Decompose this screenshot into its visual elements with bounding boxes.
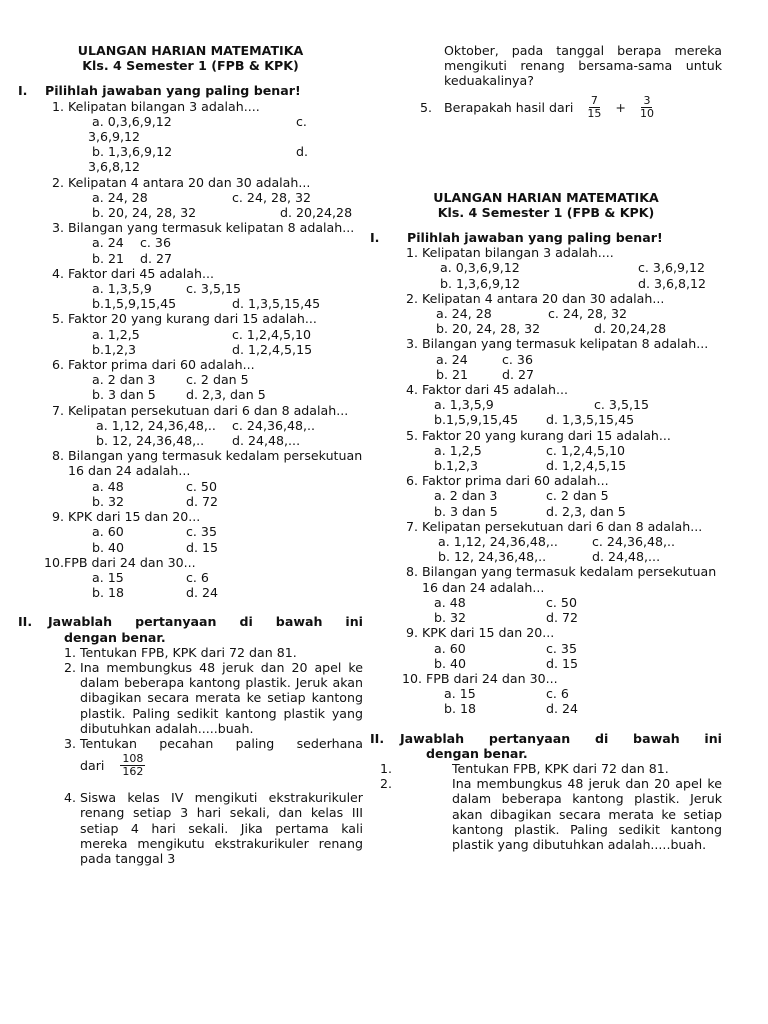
options: a. 24, 28 c. 24, 28, 32 b. 20, 24, 28, 32 d. 20,24,28 bbox=[92, 189, 353, 221]
question: 2. Kelipatan 4 antara 20 dan 30 adalah... bbox=[51, 174, 311, 190]
essay-question: 3. Tentukan pecahan paling sederhana dari $\frac{108}{162}$ bbox=[63, 735, 363, 779]
fraction: $\frac{108}{162}$ bbox=[122, 752, 144, 779]
page-subtitle: Kls. 4 Semester 1 (FPB & KPK) bbox=[82, 58, 299, 74]
options: a. 48 c. 50 b. 32 d. 72 bbox=[92, 478, 219, 509]
fraction: $\frac{3}{10}$ bbox=[639, 93, 654, 120]
options: a. 60 c. 35 b. 40 d. 15 bbox=[92, 524, 219, 555]
options: a. 0,3,6,9,12 c. 3,6,9,12 b. 1,3,6,9,12 d. 3,6,8,12 bbox=[88, 113, 308, 175]
question: 9. KPK dari 15 dan 20... bbox=[51, 509, 201, 525]
right-column bbox=[370, 43, 722, 852]
options: a. 1,2,5 c. 1,2,4,5,10 b.1,2,3 d. 1,2,4,5,15 bbox=[92, 326, 313, 357]
options: a. 2 dan 3 c. 2 dan 5 b. 3 dan 5 d. 2,3, dan 5 bbox=[92, 372, 266, 403]
fraction: $\frac{7}{15}$ bbox=[587, 93, 602, 120]
essay-question: 1. Tentukan FPB, KPK dari 72 dan 81. bbox=[63, 644, 297, 660]
options: a. 1,12, 24,36,48,.. c. 24,36,48,.. b. 12, 24,36,48,.. d. 24,48,... bbox=[96, 417, 316, 449]
question: 7. Kelipatan persekutuan dari 6 dan 8 adalah... bbox=[51, 402, 349, 418]
essay-list: 1. Tentukan FPB, KPK dari 72 dan 81. 2. Ina membungkus 48 jeruk dan 20 apel ke dalam beberapa kantong plastik. Jeruk akan dibagikan secara merata ke setiap kantong plastik. Paling sedikit kantong plastik yang dibutuhkan adalah.....buah. bbox=[380, 760, 722, 852]
section-1-heading: I. Pilihlah jawaban yang paling benar! bbox=[18, 83, 301, 99]
page-title: ULANGAN HARIAN MATEMATIKA bbox=[433, 189, 659, 205]
question: 6. Faktor prima dari 60 adalah... bbox=[51, 357, 255, 373]
essay-question: 2. Ina membungkus 48 jeruk dan 20 apel ke dalam beberapa kantong plastik. Jeruk akan dibagikan secara merata ke setiap kantong plastik. Paling sedikit kantong plastik yang dibutuhkan adalah.....buah. bbox=[63, 659, 363, 736]
essay-question: 4. Siswa kelas IV mengikuti ekstrakurikuler renang setiap 3 hari sekali, dan kelas III setiap 4 hari sekali. Jika pertama kali mereka mengikutu ekstrakurikuler renang pada tanggal 3 bbox=[63, 790, 363, 866]
question-list: 1. Kelipatan bilangan 3 adalah.... a. 0,3,6,9,12 c. 3,6,9,12 b. 1,3,6,9,12 d. 3,6,8,12 2. Kelipatan 4 antara 20 dan 30 adalah... a. 24, 28 c. 24, 28, 32 b. 20, 24, 28, 32 d. 20,24,28 3. Bilangan yang termasuk kelipatan 8 adalah... a. 24 c. 36 b. 21 d. 27 4. Faktor dari 45 adalah... a. 1,3,5,9 c. 3,5,15 b.1,5,9,15,45 d. 1,3,5,15,45 5. Faktor 20 yang kurang dari 15 adalah... a. 1,2,5 c. 1,2,4,5,10 b.1,2,3 d. 1,2,4,5,15 6. Faktor prima dari 60 adalah... a. 2 dan 3 c. 2 dan 5 b. 3 dan 5 d. 2,3, dan 5 7. Kelipatan persekutuan dari 6 dan 8 adalah... a. 1,12, 24,36,48,.. c. 24,36,48,.. b. 12, 24,36,48,.. d. 24,48,... 8. Bilangan yang termasuk kedalam persekutuan 16 dan 24 adalah... a. 48 c. 50 b. 32 d. 72 9. KPK dari 15 dan 20... a. 60 c. 35 b. 40 d. 15 10. FPB dari 24 dan 30... a. 15 c. 6 b. 18 d. 24 bbox=[401, 245, 717, 717]
options: a. 15 c. 6 b. 18 d. 24 bbox=[92, 569, 219, 601]
question: 8. Bilangan yang termasuk kedalam persekutuan 16 dan 24 adalah... bbox=[51, 448, 363, 479]
section-2-heading: II. Jawablah pertanyaan di bawah ini dengan benar. bbox=[370, 730, 722, 761]
question: 3. Bilangan yang termasuk kelipatan 8 adalah... bbox=[51, 220, 355, 236]
page-title: ULANGAN HARIAN MATEMATIKA bbox=[77, 43, 304, 58]
question: 4. Faktor dari 45 adalah... bbox=[51, 265, 214, 281]
options: a. 1,3,5,9 c. 3,5,15 b.1,5,9,15,45 d. 1,3,5,15,45 bbox=[92, 281, 321, 312]
section-1-heading: I. Pilihlah jawaban yang paling benar! bbox=[370, 230, 663, 246]
section-2-heading: II. Jawablah pertanyaan di bawah ini dengan benar. bbox=[18, 614, 363, 645]
essay-question: 5. Berapakah hasil dari $\frac{7}{15}$ + $\frac{3}{10}$ bbox=[420, 93, 654, 120]
question: 5. Faktor 20 yang kurang dari 15 adalah... bbox=[51, 311, 317, 327]
question: 10. FPB dari 24 dan 30... bbox=[43, 554, 196, 570]
question-list bbox=[18, 99, 363, 601]
left-column bbox=[18, 43, 363, 866]
question: 1. Kelipatan bilangan 3 adalah.... bbox=[51, 98, 260, 114]
page-subtitle: Kls. 4 Semester 1 (FPB & KPK) bbox=[437, 204, 655, 220]
essay-list bbox=[18, 645, 363, 866]
options: a. 24 c. 36 b. 21 d. 27 bbox=[92, 235, 173, 266]
essay-continuation: Oktober, pada tanggal berapa mereka mengikuti renang bersama-sama untuk keduakalinya? bbox=[444, 43, 722, 89]
